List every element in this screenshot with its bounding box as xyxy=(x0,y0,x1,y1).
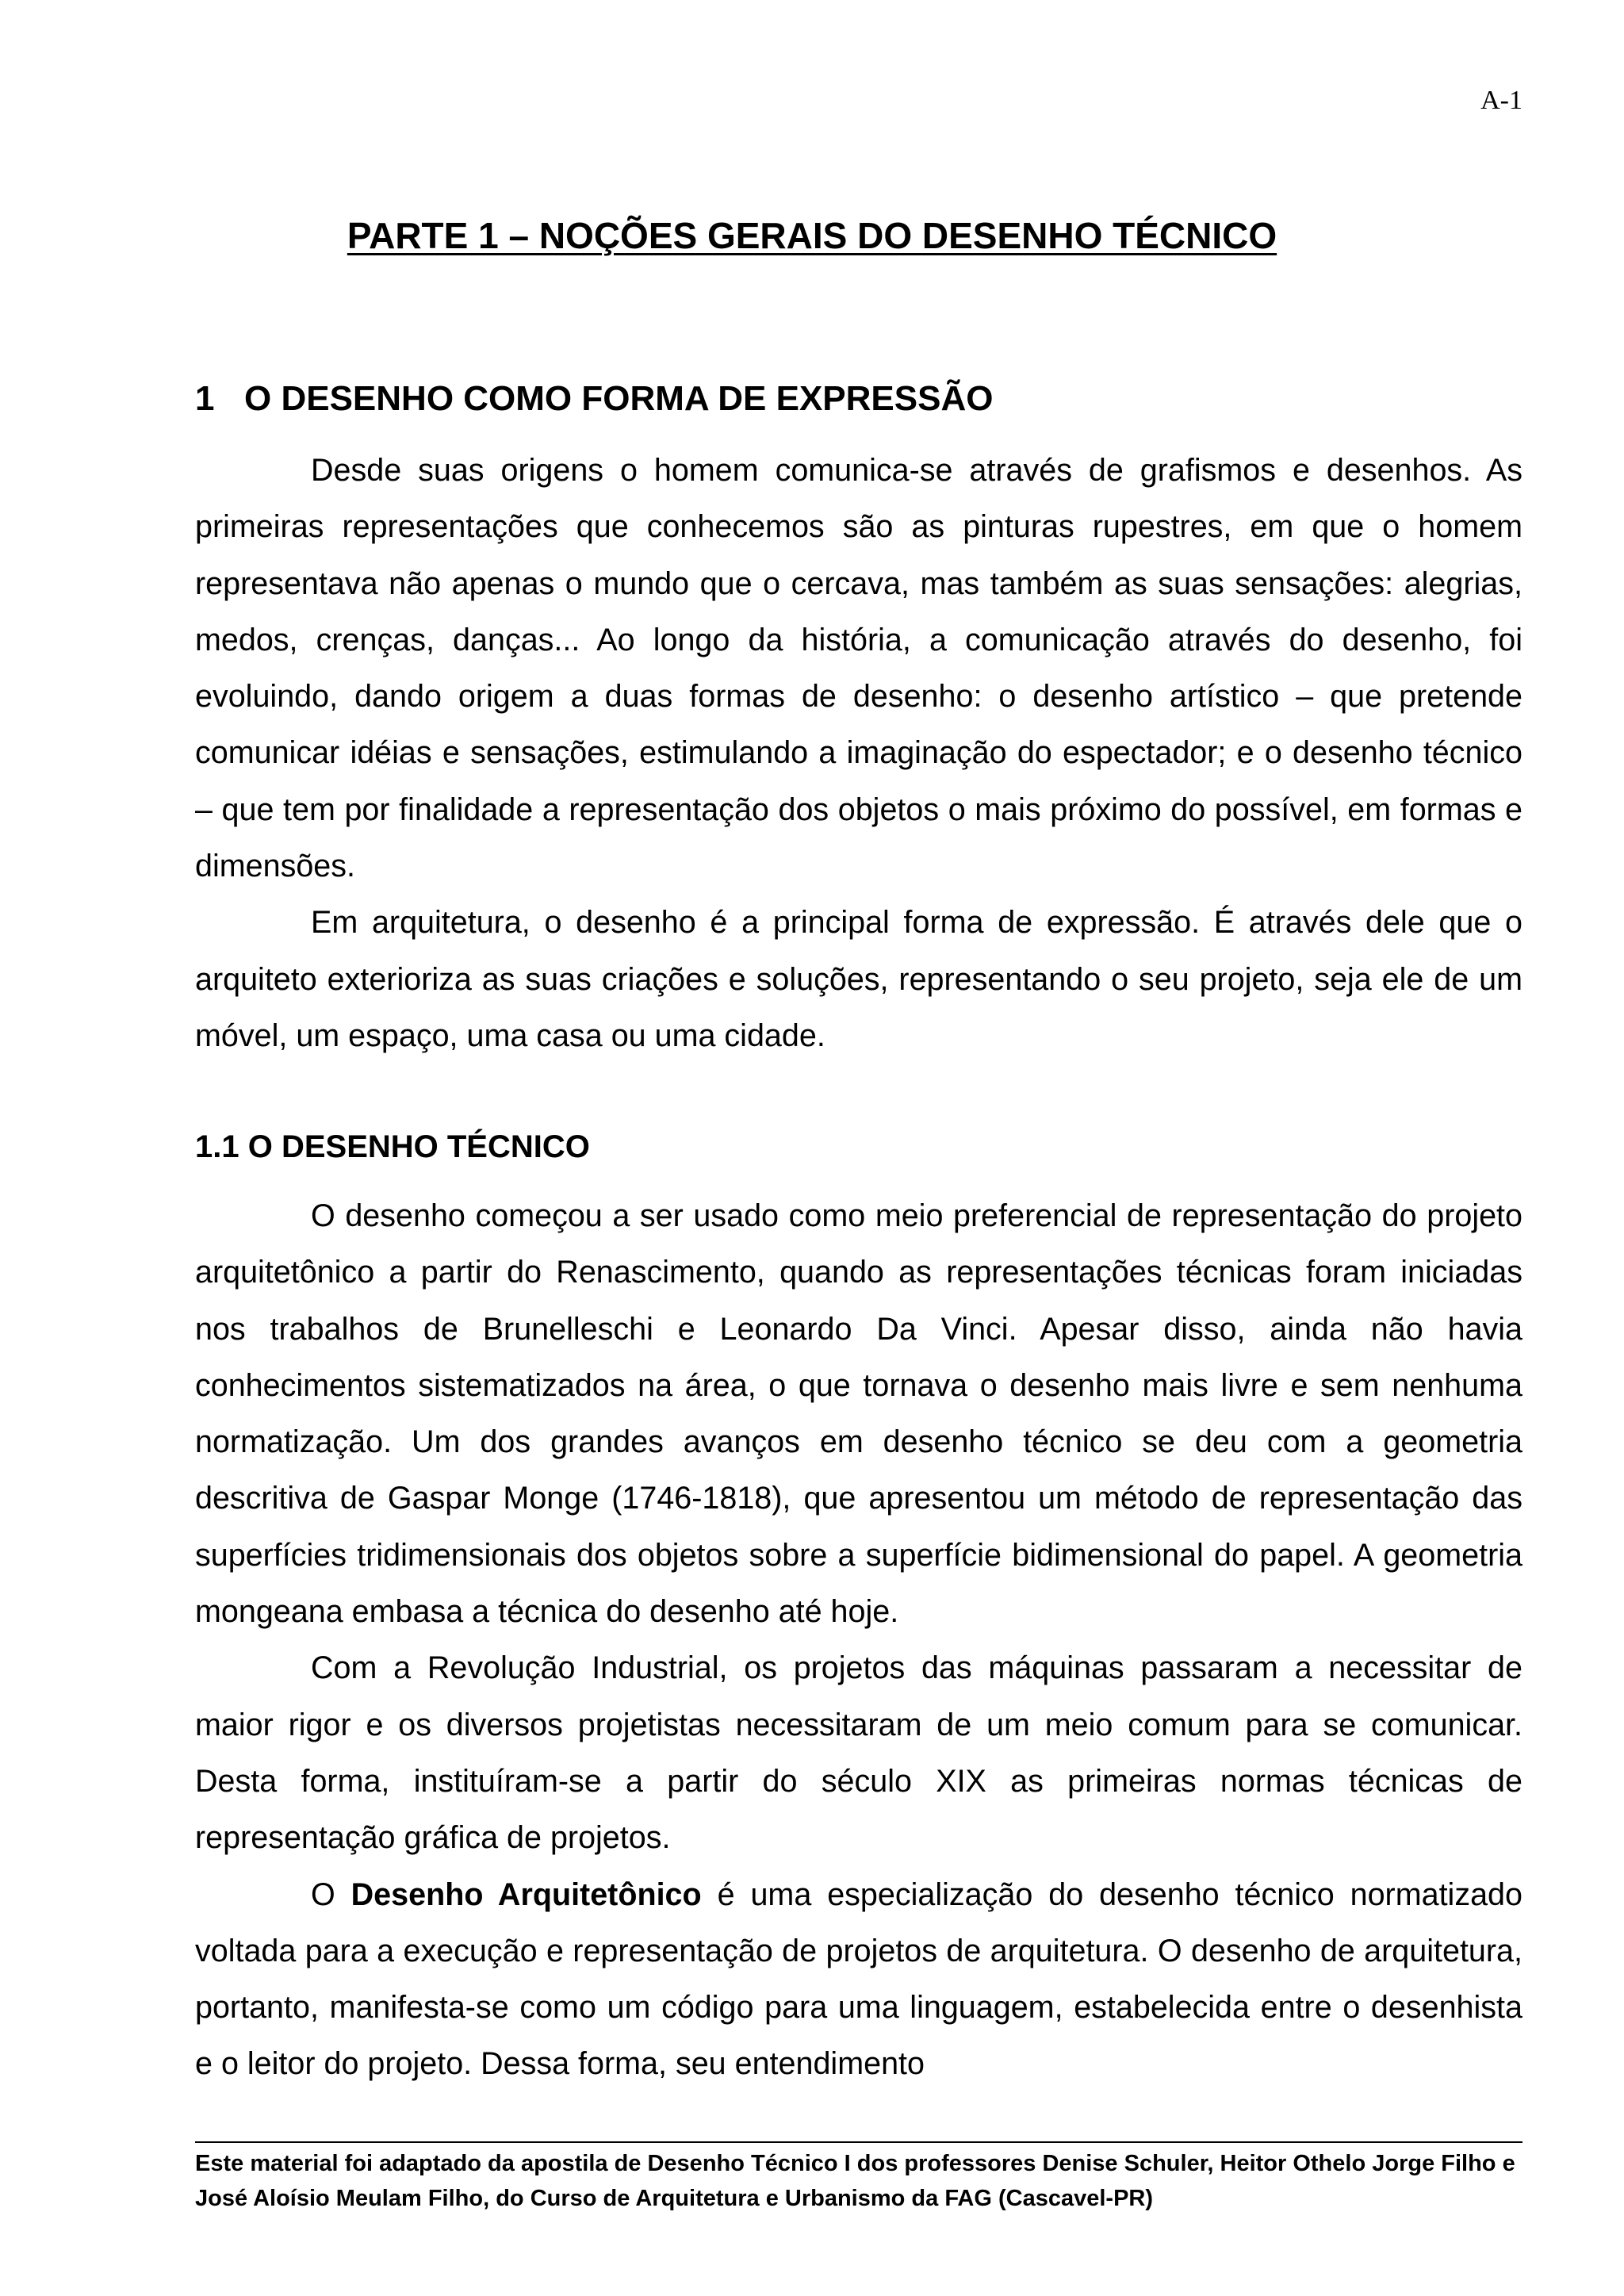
section-1-paragraph-1: Desde suas origens o homem comunica-se através de grafismos e desenhos. As primeiras representações que conhecemos são as pinturas rupestres, em que o homem representava não apenas o mundo que o cercava, mas também as suas sensações: alegrias, medos, crenças, danças... Ao longo da história, a comunicação através do desenho, foi evoluindo, dando origem a duas formas de desenho: o desenho artístico – que pretende comunicar idéias e sensações, estimulando a imaginação do espectador; e o desenho técnico – que tem por finalidade a representação dos objetos o mais próximo do possível, em formas e dimensões. xyxy=(195,453,1522,884)
term-desenho-arquitetonico: Desenho Arquitetônico xyxy=(350,1876,702,1912)
section-1-1-paragraph-1: O desenho começou a ser usado como meio preferencial de representação do projeto arquitetônico a partir do Renascimento, quando as representações técnicas foram iniciadas nos trabalhos de Brunelleschi e Leonardo Da Vinci. Apesar disso, ainda não havia conhecimentos sistematizados na área, o que tornava o desenho mais livre e sem nenhuma normatização. Um dos grandes avanços em desenho técnico se deu com a geometria descritiva de Gaspar Monge (1746-1818), que apresentou um método de representação das superfícies tridimensionais dos objetos sobre a superfície bidimensional do papel. A geometria mongeana embasa a técnica do desenho até hoje. xyxy=(195,1198,1522,1630)
section-1-1-paragraph-2: Com a Revolução Industrial, os projetos das máquinas passaram a necessitar de maior rigor e os diversos projetistas necessitaram de um meio comum para se comunicar. Desta forma, instituíram-se a partir do século XIX as primeiras normas técnicas de representação gráfica de projetos. xyxy=(195,1650,1522,1856)
section-1-title: O DESENHO COMO FORMA DE EXPRESSÃO xyxy=(244,379,994,418)
page-number: A-1 xyxy=(1480,86,1522,115)
paragraph-rest: é uma especialização do desenho técnico normatizado voltada para a execução e representação de projetos de arquitetura. O desenho de arquitetura, portanto, manifesta-se como um código para uma linguagem, estabelecida entre o desenhista e o leitor do projeto. Dessa forma, seu entendimento xyxy=(195,1876,1522,2082)
part-title xyxy=(0,214,1624,257)
section-1-1-body xyxy=(195,1188,1522,2093)
section-1-heading xyxy=(195,379,1522,419)
section-1-1-heading: 1.1 O DESENHO TÉCNICO xyxy=(195,1129,590,1164)
footer-divider xyxy=(195,2141,1522,2143)
section-1-body xyxy=(195,443,1522,1064)
paragraph-lead-word: O xyxy=(311,1876,335,1912)
footer-note: Este material foi adaptado da apostila de Desenho Técnico I dos professores Denise Schuler, Heitor Othelo Jorge Filho e José Aloísio Meulam Filho, do Curso de Arquitetura e Urbanismo da FAG (Cascavel-PR) xyxy=(195,2151,1515,2211)
section-1-number: 1 xyxy=(195,379,215,418)
section-1-paragraph-2: Em arquitetura, o desenho é a principal forma de expressão. É através dele que o arquiteto exterioriza as suas criações e soluções, representando o seu projeto, seja ele de um móvel, um espaço, uma casa ou uma cidade. xyxy=(195,905,1522,1053)
part-title-text: PARTE 1 – NOÇÕES GERAIS DO DESENHO TÉCNICO xyxy=(347,215,1277,256)
section-1-1-paragraph-3 xyxy=(195,1867,1522,2093)
